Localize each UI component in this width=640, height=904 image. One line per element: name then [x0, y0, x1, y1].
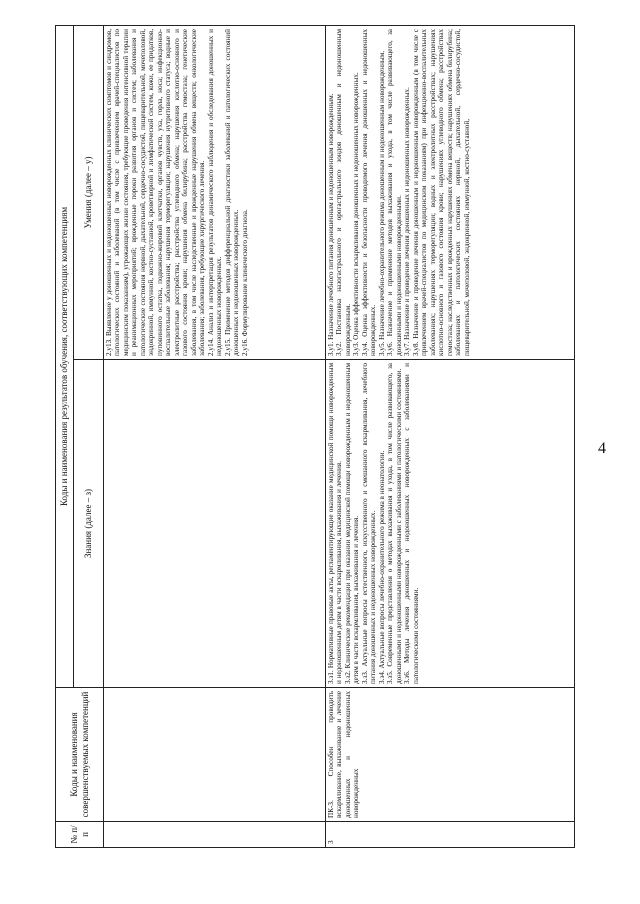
header-code: Коды и наименования совершенствуемых компетенций [56, 688, 104, 822]
header-skills: Умения (далее – у) [74, 26, 104, 360]
table-row [104, 26, 326, 848]
skill-item: 3.у5. Назначение лечебно-охранительного режима доношенным и недоношенным новорожденным. [377, 50, 386, 356]
row2-num [104, 822, 326, 848]
table-row [326, 26, 575, 848]
rotated-table-wrapper [55, 26, 575, 848]
knowledge-item: 3.з1. Нормативные правовые акты, регламентирующие оказание медицинской помощи новорожденным и недоношенным детям в части вскармливания, выхаживания и лечения. [327, 363, 344, 684]
skill-item: 2.у15. Применение методов дифференциальной диагностики заболеваний и патологических состояний доношенных и недоношенных новорожденных. [223, 29, 241, 356]
row2-skills [104, 26, 326, 360]
skill-item: 3.у6. Назначение и применение методов выхаживания и ухода, в том числе развивающего, за доношенными и недоношенными новорожденными. [386, 29, 403, 356]
row3-num: 3 [326, 822, 575, 848]
row3-skills [326, 26, 575, 360]
row2-knowledge [104, 360, 326, 688]
skill-item: 3.у7. Назначение и проведение лечения доношенных и недоношенных новорожденных. [403, 87, 412, 356]
skill-item: 3.у4. Оценка эффективности и безопасности проводимого лечения доношенных и недоношенных новорожденных. [360, 29, 378, 356]
skill-item: 2.у14. Анализ и интерпретация результатов динамического наблюдения и обследования доношенных и недоношенных новорожденных. [206, 29, 224, 356]
skill-item: 3.у1. Назначение лечебного питания доношенным и недоношенным новорожденным. [327, 93, 335, 356]
knowledge-item: 3.з4. Актуальные вопросы лечебно-охранительного режима в неонатологии. [377, 450, 386, 684]
competency-table [55, 25, 575, 848]
knowledge-item: 3.з2. Клинические рекомендации при оказании медицинской помощи новорожденным и недоношенным детям в части вскармливания, выхаживания и лечения. [343, 363, 361, 684]
skill-item: 2.у13. Выявление у доношенных и недоношенных новорожденных клинических симптомов и синдромов, патологических состояний и заболеваний (в том числе с привлечением врачей-специалистов по медицинским показаниям), угрожающих жизни состояния, требующие проведения интенсивной терапии и реанимационных мероприятий; врожденные пороки развития органов и систем; заболевания и патологические состояния нервной, дыхательной, сердечно-сосудистой, пищеварительной, мочеполовой, эндокринной, иммунной, костно-суставной, кроветворной и лимфатической систем, кожи, ее придатков, пуповинного остатка, подкожно-жировой клетчатки, органов чувств, уха, горла, носа; инфекционно-воспалительные заболевания; нарушения терморегуляции; нарушения нутритивного статуса; водные и электролитные расстройства; расстройства углеводного обмена; нарушения кислотно-основного и газового состояния крови; нарушения обмена билирубина; расстройства гемостаза; генетические заболевания, в том числе наследственные и врожденные нарушения обмена веществ; онкологические заболевания; заболевания, требующие хирургического лечения. [105, 29, 207, 356]
skill-item: 3.у8. Назначение и проведение лечения доношенным и недоношенным новорожденным (в том числе с привлечением врачей-специалистов по медицинским показаниям) при инфекционно-воспалительных заболеваниях; нарушениях терморегуляции; водных и электролитных расстройствах; нарушениях кислотно-основного и газового состояния крови; нарушениях углеводного обмена; расстройствах гемостаза; наследственных и врожденных нарушениях обмена веществ; нарушениях обмена билирубина; заболеваниях и патологических состояниях нервной, дыхательной, сердечно-сосудистой, пищеварительной, мочеполовой, эндокринной, иммунной, костно-суставной, [411, 29, 471, 356]
page-number: 4 [598, 440, 606, 457]
row3-knowledge [326, 360, 575, 688]
row3-code: ПК-3. Способен проводить вскармливание, выхаживание и лечение доношенных и недоношенных новорожденных [326, 688, 575, 822]
header-results-group: Коды и наименования результатов обучения, соответствующих компетенциям [56, 26, 74, 688]
knowledge-item: 3.з3. Актуальные вопросы естественного, искусственного и смешанного вскармливания, лечебного питания доношенных и недоношенных новорожденных. [360, 363, 378, 684]
skill-item: 2.у16. Формулирование клинического диагноза. [240, 209, 249, 356]
row2-code [104, 688, 326, 822]
header-row-top [56, 26, 74, 848]
knowledge-item: 3.з6. Методы лечения доношенных и недоношенных новорожденных с заболеваниями и патологическими состояниями. [403, 363, 420, 684]
knowledge-item: 3.з5. Современные представления о методах выхаживания и ухода, в том числе развивающего, за доношенными и недоношенными новорожденными с заболеваниями и патологическими состояниями. [386, 363, 403, 684]
skill-item: 3.у3. Оценка эффективности вскармливания доношенных и недоношенных новорожденных. [352, 72, 361, 356]
skill-item: 3.у2. Постановка назогастрального и орогастрального зондов доношенным и недоношенным новорожденным. [335, 29, 352, 356]
header-num: № п/п [56, 822, 104, 848]
header-knowledge: Знания (далее – з) [74, 360, 104, 688]
